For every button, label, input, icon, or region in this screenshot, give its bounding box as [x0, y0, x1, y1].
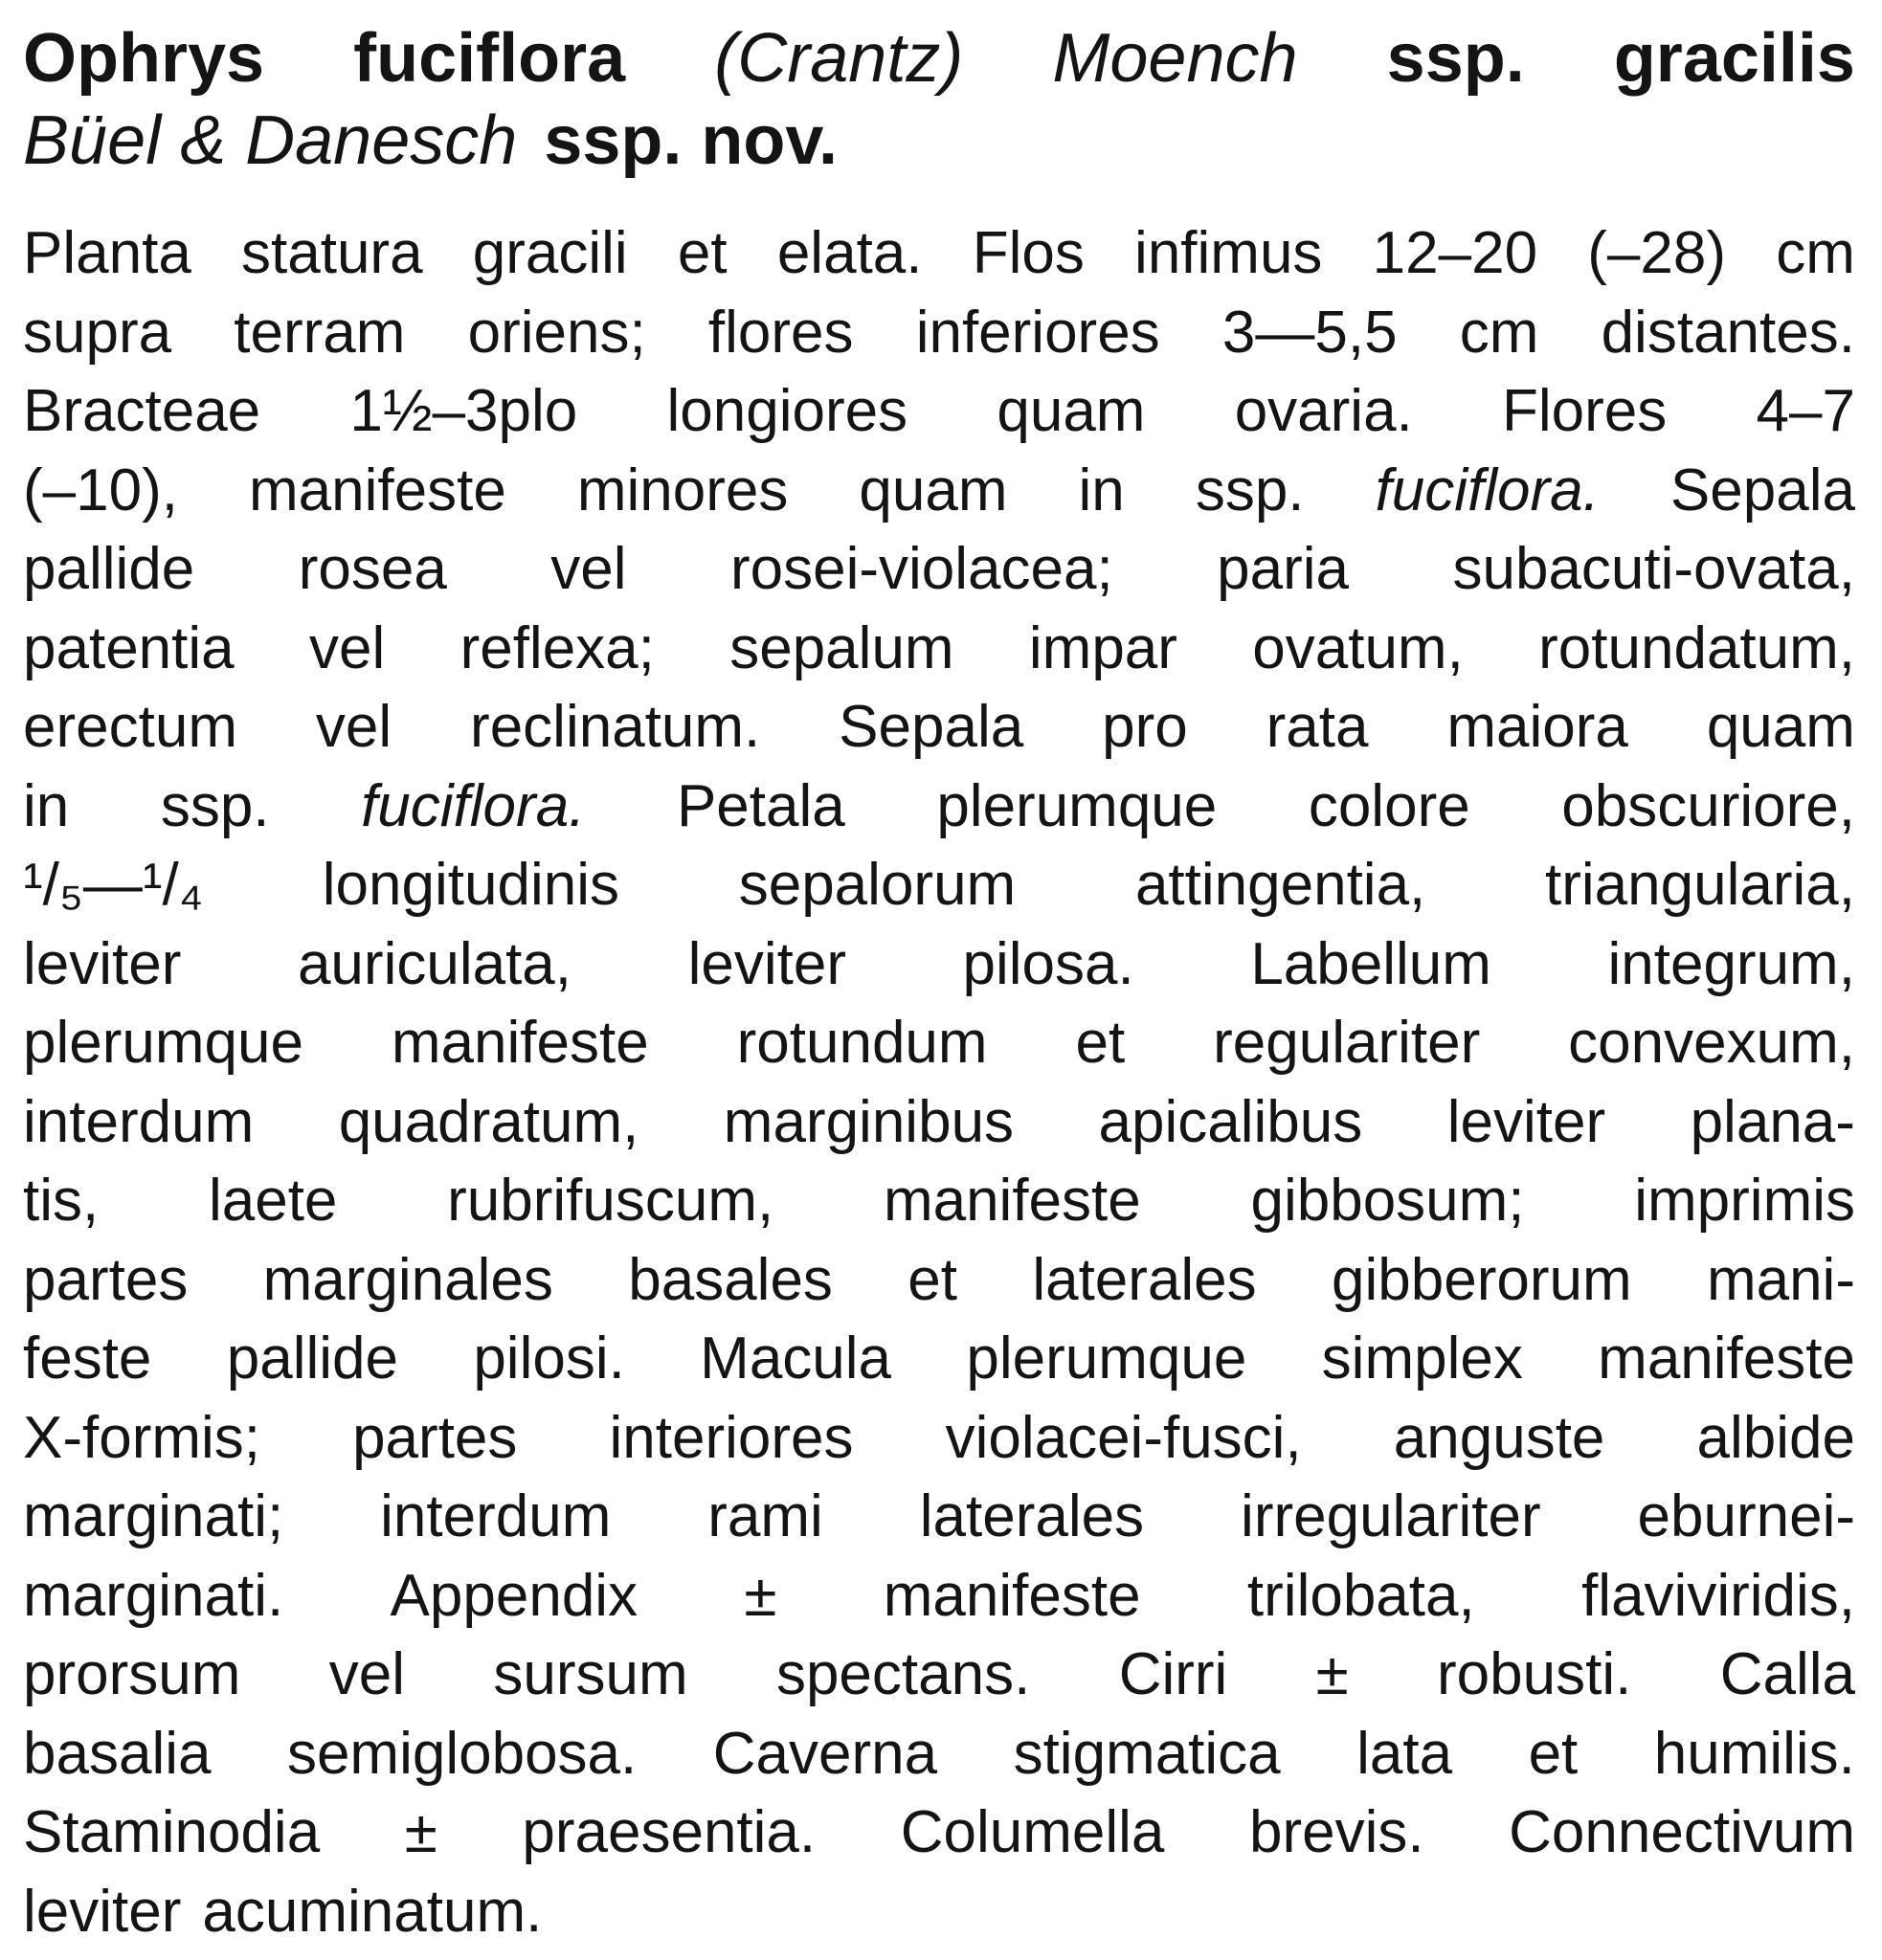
word: elata.	[776, 220, 923, 286]
word: rosea	[298, 536, 447, 602]
word: et	[1075, 1010, 1126, 1076]
word: Petala	[676, 772, 845, 839]
word: ±	[1315, 1641, 1349, 1707]
text-line	[23, 846, 1855, 925]
word: longitudinis	[322, 852, 619, 918]
word: feste	[23, 1325, 152, 1392]
word: et	[1528, 1720, 1579, 1787]
word: manifeste	[249, 457, 506, 523]
word: laterales	[919, 1483, 1145, 1549]
taxon-heading	[23, 17, 1855, 182]
word: pro	[1102, 694, 1188, 760]
species-name: fuciflora	[353, 20, 626, 97]
word: Flos	[972, 220, 1085, 286]
word: reclinatum.	[470, 694, 761, 760]
text-line	[23, 530, 1855, 610]
word: praesentia.	[522, 1799, 817, 1865]
word: obscuriore,	[1561, 772, 1855, 839]
word: laete	[208, 1168, 338, 1234]
word: colore	[1308, 772, 1470, 839]
text-line	[23, 1715, 1855, 1794]
word: terram	[234, 299, 406, 366]
word: statura	[241, 220, 423, 286]
text-line	[23, 1399, 1855, 1479]
word: cm	[1459, 299, 1539, 366]
rank-ssp: ssp.	[1386, 20, 1525, 97]
word: longiores	[666, 378, 908, 444]
word: Sepala	[1669, 457, 1855, 523]
word: cm	[1776, 220, 1855, 286]
word: paria	[1217, 536, 1350, 602]
word: Calla	[1719, 1641, 1855, 1707]
word: (–10),	[23, 457, 178, 523]
word: humilis.	[1653, 1720, 1855, 1787]
word: rosei-violacea;	[729, 536, 1113, 602]
word: ±	[744, 1562, 777, 1629]
ssp-nov-label: ssp. nov.	[544, 102, 839, 179]
word: acuminatum.	[202, 1878, 543, 1945]
word: Sepala	[839, 694, 1024, 760]
word: stigmatica	[1013, 1720, 1281, 1787]
word: Bracteae	[23, 378, 261, 444]
word: lata	[1356, 1720, 1453, 1787]
word: erectum	[23, 694, 237, 760]
word: fuciflora.	[1375, 457, 1600, 523]
word: Staminodia	[23, 1799, 321, 1865]
word: tis,	[23, 1168, 100, 1234]
word: leviter	[687, 930, 846, 997]
word: rotundum	[736, 1010, 988, 1076]
word: 3—5,5	[1221, 299, 1398, 366]
word: vel	[315, 694, 392, 760]
word: plerumque	[23, 1010, 303, 1076]
word: ssp.	[1195, 457, 1305, 523]
word: rami	[707, 1483, 823, 1549]
word: gibberorum	[1332, 1246, 1632, 1313]
word: Columella	[900, 1799, 1165, 1865]
heading-line-2	[23, 100, 1855, 182]
word: basalia	[23, 1720, 212, 1787]
word: infimus	[1134, 220, 1323, 286]
word: integrum,	[1607, 930, 1855, 997]
heading-line-1	[23, 17, 1855, 100]
word: basales	[628, 1246, 833, 1313]
word: marginati.	[23, 1562, 284, 1629]
word: (–28)	[1587, 220, 1727, 286]
text-line	[23, 768, 1855, 847]
word: rubrifuscum,	[447, 1168, 774, 1234]
word: brevis.	[1248, 1799, 1424, 1865]
text-line	[23, 610, 1855, 689]
word: violacei-fusci,	[945, 1404, 1302, 1471]
author-moench: Moench	[1052, 20, 1298, 97]
word: plana-	[1690, 1088, 1855, 1155]
word: robusti.	[1437, 1641, 1632, 1707]
word: 12–20	[1372, 220, 1538, 286]
word: maiora	[1446, 694, 1628, 760]
text-line	[23, 688, 1855, 768]
word: rotundatum,	[1538, 614, 1855, 681]
word: reflexa;	[459, 614, 655, 681]
word: interiores	[609, 1404, 854, 1471]
word: gibbosum;	[1250, 1168, 1525, 1234]
word: eburnei-	[1637, 1483, 1855, 1549]
text-line	[23, 214, 1855, 294]
latin-diagnosis	[23, 214, 1855, 1951]
word: regulariter	[1213, 1010, 1481, 1076]
word: quadratum,	[338, 1088, 639, 1155]
word: manifeste	[391, 1010, 649, 1076]
word: Cirri	[1118, 1641, 1228, 1707]
word: sursum	[493, 1641, 688, 1707]
word: Caverna	[712, 1720, 938, 1787]
text-line	[23, 1004, 1855, 1083]
word: semiglobosa.	[286, 1720, 638, 1787]
word: anguste	[1393, 1404, 1605, 1471]
text-line	[23, 1162, 1855, 1241]
word: et	[677, 220, 728, 286]
word: auriculata,	[297, 930, 572, 997]
text-line	[23, 1636, 1855, 1715]
word: Planta	[23, 220, 191, 286]
word: distantes.	[1601, 299, 1855, 366]
text-line	[23, 1478, 1855, 1557]
text-line	[23, 1241, 1855, 1321]
author-crantz: (Crantz)	[714, 20, 964, 97]
word: et	[907, 1246, 957, 1313]
word: leviter	[1446, 1088, 1606, 1155]
word: Flores	[1502, 378, 1668, 444]
word: manifeste	[883, 1168, 1141, 1234]
word: marginati;	[23, 1483, 284, 1549]
genus-name: Ophrys	[23, 20, 265, 97]
word: manifeste	[883, 1562, 1141, 1629]
word: rata	[1266, 694, 1369, 760]
word: attingentia,	[1134, 852, 1426, 918]
word: simplex	[1321, 1325, 1523, 1392]
word: flaviviridis,	[1581, 1562, 1855, 1629]
word: ±	[404, 1799, 437, 1865]
word: vel	[550, 536, 627, 602]
word: quam	[1706, 694, 1855, 760]
text-line	[23, 1557, 1855, 1637]
word: marginales	[262, 1246, 553, 1313]
word: subacuti-ovata,	[1452, 536, 1855, 602]
word: manifeste	[1598, 1325, 1855, 1392]
word: quam	[997, 378, 1146, 444]
word: Macula	[700, 1325, 892, 1392]
word: spectans.	[775, 1641, 1031, 1707]
word: flores	[707, 299, 854, 366]
word: pallide	[226, 1325, 398, 1392]
subspecies-name: gracilis	[1613, 20, 1855, 97]
word: leviter	[23, 930, 182, 997]
document-page	[23, 17, 1855, 1945]
word: imprimis	[1634, 1168, 1855, 1234]
word: sepalum	[729, 614, 954, 681]
word: triangularia,	[1545, 852, 1855, 918]
word: gracili	[472, 220, 628, 286]
text-line	[23, 294, 1855, 373]
word: X-formis;	[23, 1404, 260, 1471]
text-line	[23, 372, 1855, 452]
authors-buel-danesch: Büel & Danesch	[23, 102, 518, 179]
word: Appendix	[390, 1562, 639, 1629]
word: partes	[352, 1404, 518, 1471]
word: inferiores	[915, 299, 1160, 366]
word: marginibus	[723, 1088, 1015, 1155]
word: irregulariter	[1241, 1483, 1541, 1549]
word: trilobata,	[1246, 1562, 1475, 1629]
text-line	[23, 1083, 1855, 1163]
text-line	[23, 1320, 1855, 1399]
text-line	[23, 925, 1855, 1005]
word: vel	[308, 614, 386, 681]
word: vel	[328, 1641, 405, 1707]
word: partes	[23, 1246, 189, 1313]
word: Labellum	[1250, 930, 1491, 997]
word: prorsum	[23, 1641, 241, 1707]
word: ovatum,	[1252, 614, 1464, 681]
word: minores	[576, 457, 789, 523]
text-line	[23, 1793, 1855, 1873]
word: sepalorum	[738, 852, 1017, 918]
word: supra	[23, 299, 172, 366]
word: laterales	[1032, 1246, 1257, 1313]
word: ssp.	[160, 772, 270, 839]
word: albide	[1696, 1404, 1855, 1471]
word: patentia	[23, 614, 235, 681]
text-line	[23, 1873, 1855, 1952]
word: convexum,	[1568, 1010, 1855, 1076]
word: impar	[1028, 614, 1177, 681]
word: plerumque	[936, 772, 1218, 839]
word: leviter	[23, 1878, 182, 1945]
word: pallide	[23, 536, 195, 602]
word: 4–7	[1756, 378, 1855, 444]
word: in	[23, 772, 70, 839]
word: Connectivum	[1509, 1799, 1855, 1865]
word: oriens;	[467, 299, 646, 366]
text-line	[23, 452, 1855, 531]
word: ovaria.	[1234, 378, 1413, 444]
word: in	[1078, 457, 1125, 523]
word: plerumque	[966, 1325, 1247, 1392]
word: mani-	[1706, 1246, 1855, 1313]
word: 1½–3plo	[349, 378, 578, 444]
word: apicalibus	[1098, 1088, 1363, 1155]
word: quam	[859, 457, 1008, 523]
word: ¹/₅—¹/₄	[23, 852, 204, 918]
word: pilosa.	[962, 930, 1134, 997]
word: interdum	[23, 1088, 255, 1155]
word: interdum	[380, 1483, 612, 1549]
word: fuciflora.	[361, 772, 586, 839]
word: pilosi.	[473, 1325, 625, 1392]
